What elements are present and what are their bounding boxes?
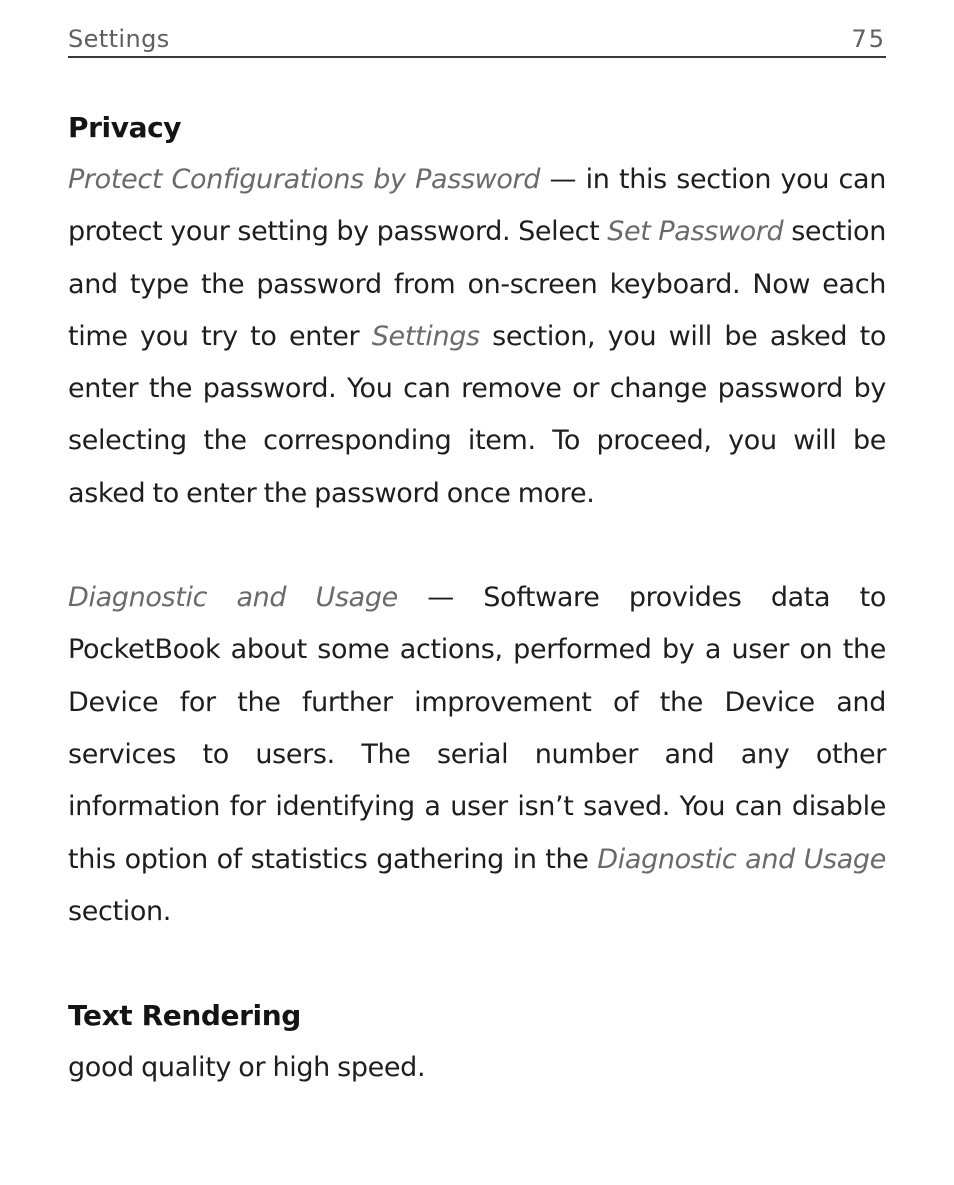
page-number: 75 (851, 25, 886, 53)
protect-configurations-text-3: section, you will be asked to enter the password. You can remove or change password by selecting the corresponding item. To proceed, you will be asked to enter the password once more. (68, 320, 886, 509)
protect-configurations-text-1: — in this section you can protect your setting by password. Select (68, 164, 886, 248)
settings-term: Settings (371, 320, 480, 352)
diagnostic-usage-text-1: — Software provides data to PocketBook about some actions, performed by a user on the Device for the further improvement of the Device and services to users. The serial number and any other information for identifying a user isn’t saved. You can disable this option of statistics gathering in the (68, 582, 886, 875)
diagnostic-usage-term: Diagnostic and Usage (68, 582, 398, 614)
text-rendering-paragraph: good quality or high speed. (68, 1052, 426, 1084)
diagnostic-usage-text-2: section. (68, 895, 172, 927)
text-rendering-heading: Text Rendering (68, 999, 301, 1033)
protect-configurations-paragraph (68, 154, 886, 520)
protect-configurations-term: Protect Configurations by Password (68, 164, 541, 195)
manual-page (68, 0, 886, 1094)
running-header (68, 0, 886, 58)
diagnostic-usage-paragraph (68, 572, 886, 938)
protect-configurations-text-2: section and type the password from on-screen keyboard. Now each time you try to enter (68, 216, 886, 352)
diagnostic-usage-term-inline: Diagnostic and Usage (597, 843, 886, 875)
set-password-term: Set Password (607, 216, 784, 248)
privacy-heading: Privacy (68, 111, 182, 144)
header-section-title: Settings (68, 25, 170, 53)
